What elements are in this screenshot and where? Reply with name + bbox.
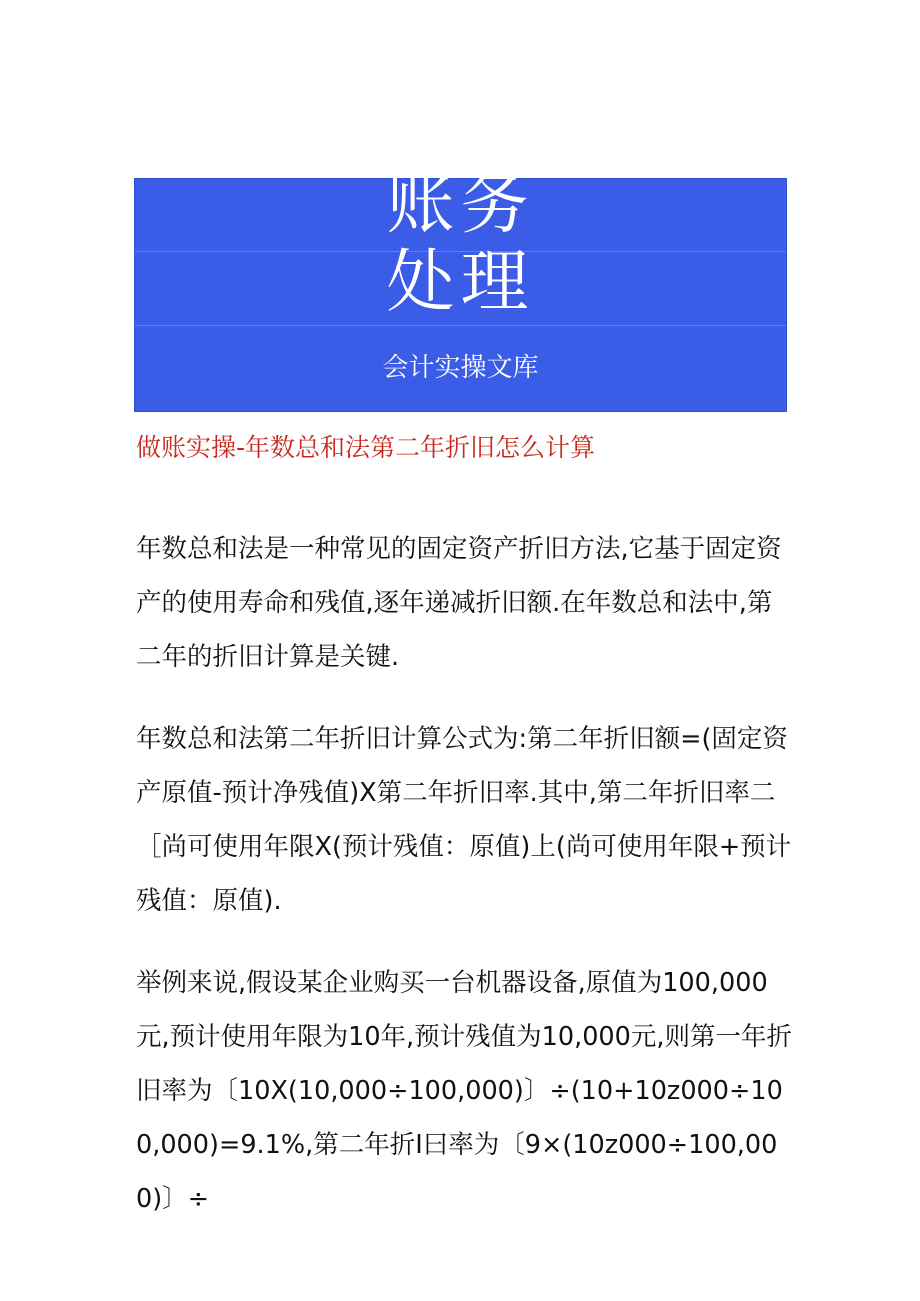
- paragraph-intro: 年数总和法是一种常见的固定资产折旧方法,它基于固定资产的使用寿命和残值,逐年递减折旧额.在年数总和法中,第二年的折旧计算是关键.: [136, 534, 782, 672]
- header-banner: [134, 165, 787, 412]
- paragraph-formula: 年数总和法第二年折旧计算公式为:第二年折旧额=(固定资产原值-预计净残值)X第二年折旧率.其中,第二年折旧率二［尚可使用年限X(预计残值：原值)上(尚可使用年限+预计残值：原值).: [136, 724, 792, 916]
- document-title: 做账实操-年数总和法第二年折旧怎么计算: [136, 433, 596, 462]
- banner-title-line1: 账务: [386, 165, 535, 244]
- banner-subtitle: 会计实操文库: [382, 353, 539, 383]
- banner-divider: [135, 325, 786, 326]
- paragraph-example: 举例来说,假设某企业购买一台机器设备,原值为100,000元,预计使用年限为10年,预计残值为10,000元,则第一年折旧率为〔10X(10,000÷100,000)〕÷(10+10z000÷100,000)=9.1%,第二年折I曰率为〔9×(10z000÷100,000)〕÷: [136, 968, 792, 1214]
- banner-title-line2: 处理: [386, 243, 535, 322]
